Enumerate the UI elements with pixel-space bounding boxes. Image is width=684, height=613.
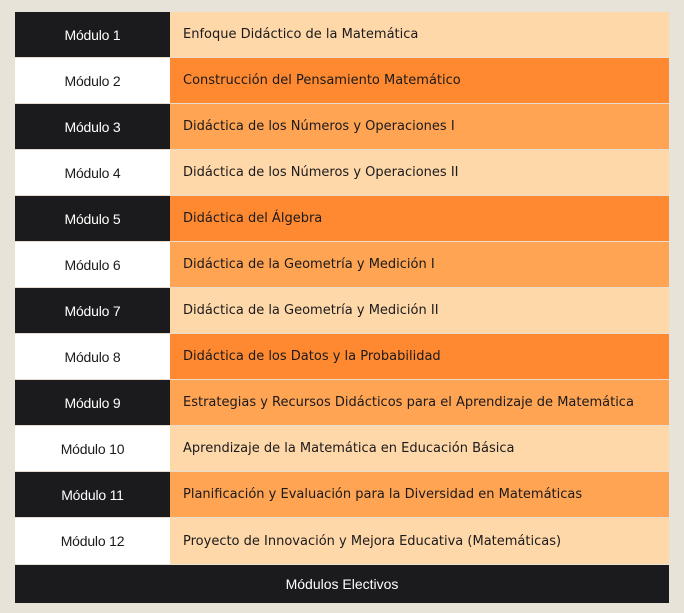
module-label: Módulo 11	[15, 472, 170, 517]
module-title: Didáctica de los Números y Operaciones I	[170, 104, 669, 149]
table-row	[15, 426, 669, 472]
module-label: Módulo 7	[15, 288, 170, 333]
module-label: Módulo 3	[15, 104, 170, 149]
table-row	[15, 104, 669, 150]
table-row	[15, 380, 669, 426]
table-row	[15, 472, 669, 518]
module-title: Estrategias y Recursos Didácticos para el Aprendizaje de Matemática	[170, 380, 669, 425]
module-label: Módulo 9	[15, 380, 170, 425]
modules-table	[15, 12, 669, 603]
module-title: Didáctica de los Números y Operaciones II	[170, 150, 669, 195]
module-label: Módulo 2	[15, 58, 170, 103]
module-label: Módulo 8	[15, 334, 170, 379]
module-title: Didáctica de la Geometría y Medición II	[170, 288, 669, 333]
table-row	[15, 288, 669, 334]
elective-modules-footer: Módulos Electivos	[15, 565, 669, 603]
module-title: Didáctica de los Datos y la Probabilidad	[170, 334, 669, 379]
module-title: Construcción del Pensamiento Matemático	[170, 58, 669, 103]
module-title: Didáctica de la Geometría y Medición I	[170, 242, 669, 287]
module-label: Módulo 12	[15, 518, 170, 564]
module-label: Módulo 10	[15, 426, 170, 471]
table-row	[15, 12, 669, 58]
module-label: Módulo 6	[15, 242, 170, 287]
module-label: Módulo 5	[15, 196, 170, 241]
table-row	[15, 334, 669, 380]
table-row	[15, 196, 669, 242]
table-row	[15, 150, 669, 196]
table-row	[15, 58, 669, 104]
table-row	[15, 242, 669, 288]
table-row	[15, 518, 669, 564]
module-title: Enfoque Didáctico de la Matemática	[170, 12, 669, 57]
module-label: Módulo 1	[15, 12, 170, 57]
module-title: Proyecto de Innovación y Mejora Educativa (Matemáticas)	[170, 518, 669, 564]
module-label: Módulo 4	[15, 150, 170, 195]
module-title: Planificación y Evaluación para la Diversidad en Matemáticas	[170, 472, 669, 517]
module-title: Didáctica del Álgebra	[170, 196, 669, 241]
module-title: Aprendizaje de la Matemática en Educación Básica	[170, 426, 669, 471]
